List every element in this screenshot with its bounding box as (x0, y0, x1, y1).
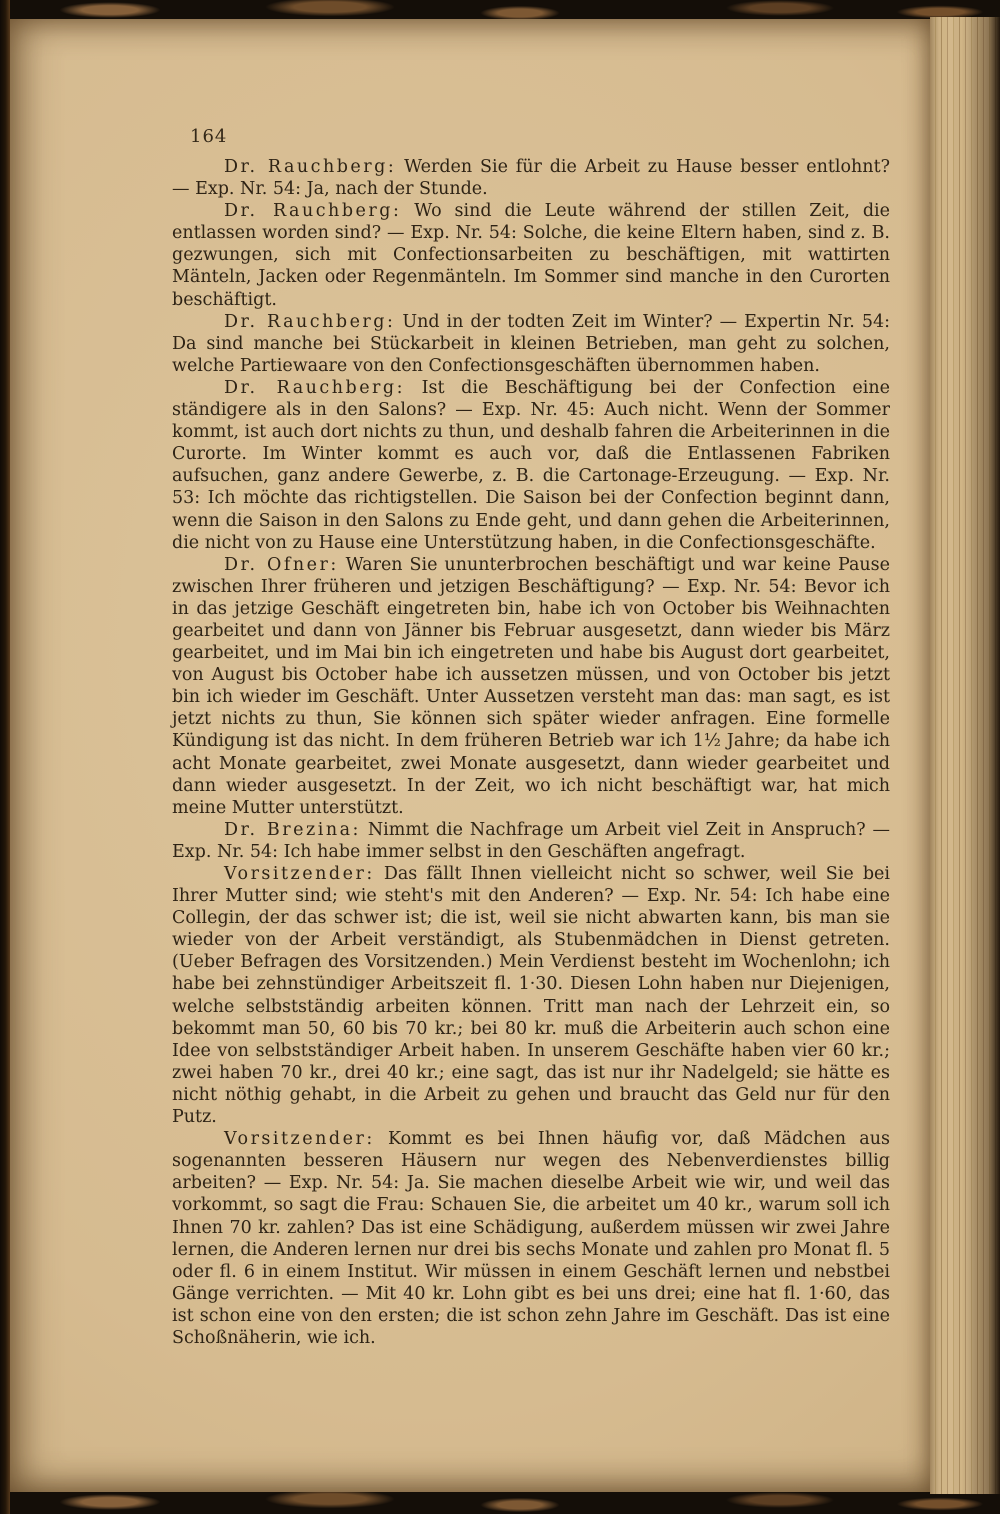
paragraph (172, 554, 890, 819)
page-fore-edge (930, 17, 1000, 1494)
speaker-name: Dr. Rauchberg: (224, 311, 396, 332)
paragraph (172, 819, 890, 863)
book-edge-bottom (0, 1492, 1000, 1514)
paragraph (172, 377, 890, 554)
paragraph (172, 863, 890, 1128)
speaker-name: Vorsitzender: (224, 1129, 375, 1150)
paragraph-text: Wo sind die Leute während der stillen Zeit, die entlassen worden sind? — Exp. Nr. 54: Solche, die keine Eltern haben, sind z. B. gezwungen, sich mit Confectionsarbeiten zu beschäftigen, mit wattirten Mänteln, Jacken oder Regenmänteln. Im Sommer sind manche in den Curorten beschäftigt. (172, 201, 890, 310)
speaker-name: Dr. Rauchberg: (224, 157, 397, 177)
paragraph-text: Ist die Beschäftigung bei der Confection eine ständigere als in den Salons? — Exp. Nr. 45: Auch nicht. Wenn der Sommer kommt, ist auch dort nichts zu thun, und deshalb fahren die Arbeiterinnen in die Curorte. Im Winter kommt es auch vor, daß die Entlassenen Fabriken aufsuchen, ganz andere Gewerbe, z. B. die Cartonage-Erzeugung. — Exp. Nr. 53: Ich möchte das richtigstellen. Die Saison bei der Confection beginnt dann, wenn die Saison in den Salons zu Ende geht, und dann gehen die Arbeiterinnen, die nicht von zu Hause eine Unterstützung haben, in die Confectionsgeschäfte. (172, 377, 890, 553)
speaker-name: Dr. Rauchberg: (224, 201, 402, 222)
paragraph-text: Waren Sie ununterbrochen beschäftigt und war keine Pause zwischen Ihrer früheren und jetzigen Beschäftigung? — Exp. Nr. 54: Bevor ich in das jetzige Geschäft eingetreten bin, habe ich von October bis Weihnachten gearbeitet und dann von Jänner bis Februar ausgesetzt, dann wieder bis März gearbeitet, und im Mai bin ich eingetreten und habe bis August dort gearbeitet, von August bis October habe ich aussetzen müssen, und von October bis jetzt bin ich wieder im Geschäft. Unter Aussetzen versteht man das: man sagt, es ist jetzt nichts zu thun, Sie können sich später wieder anfragen. Eine formelle Kündigung ist das nicht. In dem früheren Betrieb war ich 1½ Jahre; da habe ich acht Monate gearbeitet, zwei Monate ausgesetzt, dann wieder gearbeitet und dann wieder ausgesetzt. In der Zeit, wo ich nicht beschäftigt war, hat mich meine Mutter unterstützt. (172, 554, 890, 818)
speaker-name: Dr. Ofner: (224, 554, 339, 575)
book-edge-top (0, 0, 1000, 19)
speaker-name: Dr. Rauchberg: (224, 377, 406, 398)
paragraph-text: Kommt es bei Ihnen häufig vor, daß Mädchen aus sogenannten besseren Häusern nur wegen des Nebenverdienstes billig arbeiten? — Exp. Nr. 54: Ja. Sie machen dieselbe Arbeit wie wir, und weil das vorkommt, so sagt die Frau: Schauen Sie, die arbeitet um 40 kr., warum soll ich Ihnen 70 kr. zahlen? Das ist eine Schädigung, außerdem müssen wir zwei Jahre lernen, die Anderen lernen nur drei bis sechs Monate und zahlen pro Monat fl. 5 oder fl. 6 in einem Institut. Wir müssen in einem Geschäft lernen und nebstbei Gänge verrichten. — Mit 40 kr. Lohn gibt es bei uns drei; eine hat fl. 1·60, das ist schon eine von den ersten; die ist schon zehn Jahre im Geschäft. Das ist eine Schoßnäherin, wie ich. (172, 1129, 890, 1348)
paragraph (172, 156, 890, 200)
paragraph (172, 200, 890, 310)
paragraph-text: Werden Sie für die Arbeit zu Hause besser entlohnt? — Exp. Nr. 54: Ja, nach der Stunde. (172, 157, 890, 200)
paragraph-text: Nimmt die Nachfrage um Arbeit viel Zeit in Anspruch? — Exp. Nr. 54: Ich habe immer selbst in den Geschäften angefragt. (172, 819, 890, 862)
paragraph (172, 1128, 890, 1349)
page-text (172, 156, 890, 1349)
speaker-name: Vorsitzender: (224, 864, 375, 884)
paragraph (172, 311, 890, 377)
paragraph-text: Das fällt Ihnen vielleicht nicht so schwer, weil Sie bei Ihrer Mutter sind; wie steht's mit den Anderen? — Exp. Nr. 54: Ich habe eine Collegin, der das schwer ist; die ist, weil sie nicht abwarten kann, bis man sie wieder von der Arbeit verständigt, als Stubenmädchen in Dienst getreten. (Ueber Befragen des Vorsitzenden.) Mein Verdienst besteht im Wochenlohn; ich habe bei zehnstündiger Arbeitszeit fl. 1·30. Diesen Lohn haben nur Diejenigen, welche selbstständig arbeiten können. Tritt man nach der Lehrzeit ein, so bekommt man 50, 60 bis 70 kr.; bei 80 kr. muß die Arbeiterin auch schon eine Idee von selbstständiger Arbeit haben. In unserem Geschäfte haben vier 60 kr.; zwei haben 70 kr., drei 40 kr.; eine sagt, das ist nur ihr Nadelgeld; sie hätte es nicht nöthig gehabt, in die Arbeit zu gehen und braucht das Geld nur für den Putz. (172, 864, 890, 1128)
speaker-name: Dr. Brezina: (224, 819, 361, 840)
paragraph-text: Und in der todten Zeit im Winter? — Expertin Nr. 54: Da sind manche bei Stückarbeit in kleinen Betrieben, man geht zu solchen, welche Partiewaare von den Confectionsgeschäften übernommen haben. (172, 311, 890, 376)
page-number: 164 (190, 126, 228, 147)
book-spine-left (0, 0, 10, 1514)
